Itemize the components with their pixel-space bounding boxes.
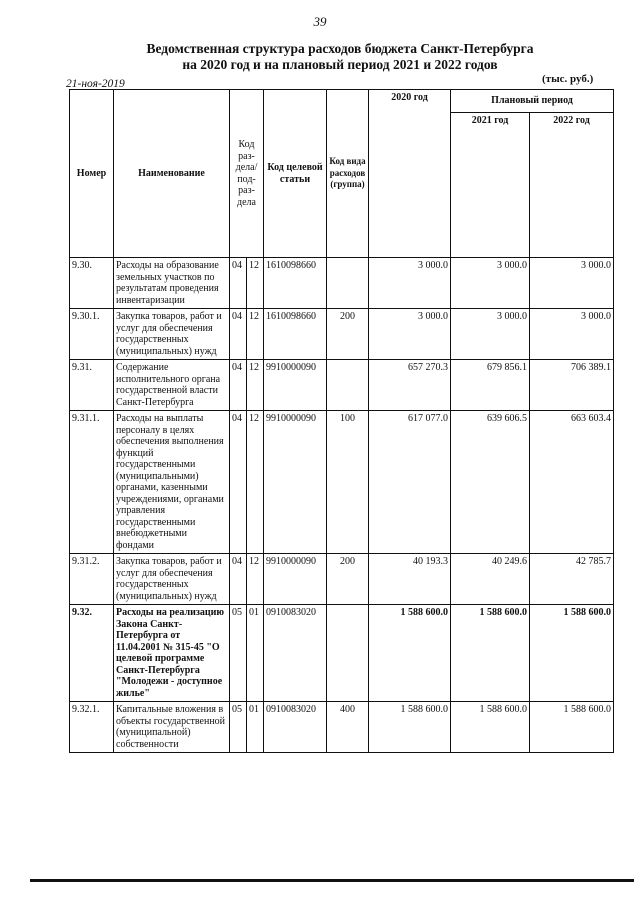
table-row [70,411,614,554]
row-subsection: 12 [247,258,264,309]
row-section: 05 [230,702,247,753]
table-row [70,605,614,702]
row-value-2020: 40 193.3 [369,554,451,605]
page-number: 39 [313,14,327,29]
table-row [70,702,614,753]
bottom-rule [30,879,634,882]
row-value-2022: 42 785.7 [530,554,614,605]
row-name: Капитальные вложения в объекты государственной (муниципальной) собственности [114,702,230,753]
row-kind-code [327,605,369,702]
row-name: Расходы на выплаты персоналу в целях обеспечения выполнения функций государственными (муниципальными) органами, казенными учреждениями, органами управления государственными внебюджетными фондами [114,411,230,554]
table-row [70,309,614,360]
row-name: Закупка товаров, работ и услуг для обеспечения государственных (муниципальных) нужд [114,554,230,605]
row-number: 9.30. [70,258,114,309]
row-value-2021: 3 000.0 [451,258,530,309]
row-target-code: 1610098660 [264,309,327,360]
row-name: Расходы на образование земельных участков по результатам проведения инвентаризации [114,258,230,309]
row-number: 9.31.2. [70,554,114,605]
title-line-1: Ведомственная структура расходов бюджета Санкт-Петербурга [146,41,534,56]
header-section-code: Код раз- дела/ под- раз- дела [230,90,264,258]
row-subsection: 01 [247,702,264,753]
row-subsection: 12 [247,360,264,411]
row-subsection: 01 [247,605,264,702]
row-name: Расходы на реализацию Закона Санкт-Петербурга от 11.04.2001 № 315-45 "О целевой программе Санкт-Петербурга "Молодежи - доступное жилье" [114,605,230,702]
row-value-2021: 679 856.1 [451,360,530,411]
row-value-2022: 663 603.4 [530,411,614,554]
row-subsection: 12 [247,411,264,554]
header-year-2021: 2021 год [451,113,530,258]
header-planned-period: Плановый период [451,90,614,113]
row-value-2022: 3 000.0 [530,309,614,360]
row-target-code: 0910083020 [264,702,327,753]
row-number: 9.30.1. [70,309,114,360]
header-target-code: Код целевой статьи [264,90,327,258]
row-kind-code: 200 [327,309,369,360]
row-name: Закупка товаров, работ и услуг для обеспечения государственных (муниципальных) нужд [114,309,230,360]
row-kind-code: 400 [327,702,369,753]
row-number: 9.32. [70,605,114,702]
row-section: 04 [230,411,247,554]
table-row [70,554,614,605]
row-value-2020: 657 270.3 [369,360,451,411]
table-row [70,258,614,309]
row-value-2021: 639 606.5 [451,411,530,554]
row-target-code: 9910000090 [264,411,327,554]
row-value-2021: 3 000.0 [451,309,530,360]
row-subsection: 12 [247,309,264,360]
row-target-code: 9910000090 [264,554,327,605]
row-number: 9.31.1. [70,411,114,554]
table-row [70,360,614,411]
document-title [60,41,620,73]
row-subsection: 12 [247,554,264,605]
row-number: 9.32.1. [70,702,114,753]
row-section: 04 [230,554,247,605]
row-target-code: 1610098660 [264,258,327,309]
row-value-2020: 3 000.0 [369,309,451,360]
row-kind-code [327,360,369,411]
units-label: (тыс. руб.) [542,73,594,85]
row-value-2020: 1 588 600.0 [369,605,451,702]
row-value-2022: 706 389.1 [530,360,614,411]
row-value-2021: 1 588 600.0 [451,702,530,753]
row-kind-code: 200 [327,554,369,605]
header-year-2022: 2022 год [530,113,614,258]
row-kind-code [327,258,369,309]
row-kind-code: 100 [327,411,369,554]
row-value-2021: 40 249.6 [451,554,530,605]
row-value-2020: 617 077.0 [369,411,451,554]
budget-table [69,89,614,753]
header-row-top [70,90,614,113]
row-section: 04 [230,309,247,360]
row-value-2022: 1 588 600.0 [530,702,614,753]
row-section: 04 [230,258,247,309]
row-section: 05 [230,605,247,702]
row-value-2022: 3 000.0 [530,258,614,309]
header-number: Номер [70,90,114,258]
row-target-code: 9910000090 [264,360,327,411]
row-name: Содержание исполнительного органа государственной власти Санкт-Петербурга [114,360,230,411]
date-label: 21-ноя-2019 [66,78,125,90]
header-kind-code: Код вида расходов (группа) [327,90,369,258]
row-value-2020: 3 000.0 [369,258,451,309]
row-value-2022: 1 588 600.0 [530,605,614,702]
header-name: Наименование [114,90,230,258]
header-year-2020: 2020 год [369,90,451,258]
row-target-code: 0910083020 [264,605,327,702]
row-section: 04 [230,360,247,411]
row-value-2021: 1 588 600.0 [451,605,530,702]
row-number: 9.31. [70,360,114,411]
title-line-2: на 2020 год и на плановый период 2021 и 2022 годов [182,57,498,72]
row-value-2020: 1 588 600.0 [369,702,451,753]
